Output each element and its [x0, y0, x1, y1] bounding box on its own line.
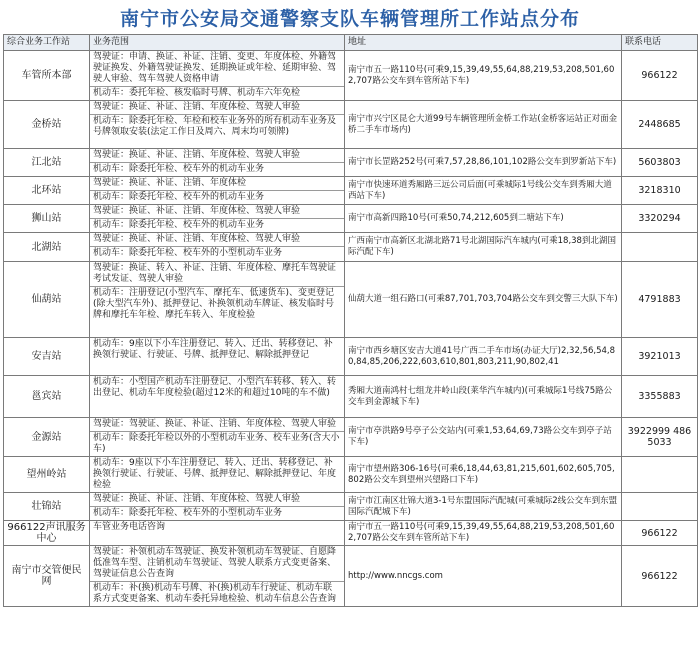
scope-line: 驾驶证：换证、转入、补证、注销、年度体检、摩托车驾驶证考试发证、驾驶人审验 — [90, 262, 344, 287]
table-header-row — [4, 35, 698, 51]
business-scope — [90, 376, 345, 418]
table-row — [4, 418, 698, 457]
scope-line: 驾驶证：补领机动车驾驶证、换发补领机动车驾驶证、自愿降低准驾车型、注销机动车驾驶证、驾驶人联系方式变更备案、驾驶证信息公告查询 — [90, 546, 344, 582]
station-name: 南宁市交管便民网 — [4, 546, 90, 607]
business-scope — [90, 233, 345, 262]
station-address: 仙葫大道一组石路口(可乘87,701,703,704路公交车到交警三大队下车) — [345, 262, 622, 338]
table-row — [4, 51, 698, 101]
station-name: 望州岭站 — [4, 457, 90, 493]
scope-line: 机动车：补(换)机动车号牌、补(换)机动车行驶证、机动车联系方式变更备案、机动车委托异地检验、机动车信息公告查询 — [93, 583, 337, 604]
scope-line: 机动车：除委托年检以外的小型机动车业务、校车业务(含大小车) — [93, 433, 340, 454]
table-row — [4, 233, 698, 262]
scope-line: 驾驶证：换证、补证、注销、年度体检、驾驶人审验 — [90, 205, 344, 219]
station-address: 秀厢大道南鸿村七组龙井岭山段(莱华汽车城内)(可乘城际1号线75路公交车到金源城下车) — [345, 376, 622, 418]
business-scope — [90, 418, 345, 457]
station-name: 仙葫站 — [4, 262, 90, 338]
station-name: 车管所本部 — [4, 51, 90, 101]
station-name: 金桥站 — [4, 101, 90, 149]
station-phone — [622, 457, 698, 493]
scope-line: 驾驶证：换证、补证、注销、年度体检 — [90, 177, 344, 191]
business-scope — [90, 338, 345, 376]
table-row — [4, 101, 698, 149]
station-phone: 3355883 — [622, 376, 698, 418]
station-address: 南宁市兴宁区昆仑大道99号车辆管理所金桥工作站(金桥客运站正对面金桥二手车市场内) — [345, 101, 622, 149]
station-name: 邕宾站 — [4, 376, 90, 418]
station-address: 南宁市长罡路252号(可乘7,57,28,86,101,102路公交车到罗新站下车) — [345, 149, 622, 177]
table-row — [4, 493, 698, 521]
scope-line: 机动车：除委托年检、校车外的机动车业务 — [93, 164, 265, 174]
station-phone: 966122 — [622, 521, 698, 546]
station-phone: 5603803 — [622, 149, 698, 177]
scope-line: 驾驶证：换证、补证、注销、年度体检、驾驶人审验 — [90, 101, 344, 115]
table-row — [4, 376, 698, 418]
business-scope — [90, 177, 345, 205]
table-row — [4, 546, 698, 607]
header-station: 综合业务工作站 — [4, 35, 90, 51]
scope-line: 机动车：9座以下小车注册登记、转入、迁出、转移登记、补换领行驶证、行驶证、号牌、抵押登记、解除抵押登记、年度检验 — [93, 458, 337, 490]
scope-line: 机动车：除委托年检、校车外的机动车业务 — [93, 192, 265, 202]
station-name: 狮山站 — [4, 205, 90, 233]
business-scope — [90, 149, 345, 177]
station-address: 南宁市快速环道秀厢路三远公司后面(可乘城际1号线公交车到秀厢大道西站下车) — [345, 177, 622, 205]
station-phone: 966122 — [622, 51, 698, 101]
station-address: 南宁市五一路110号(可乘9,15,39,49,55,64,88,219,53,208,501,602,707路公交车到车管所站下车) — [345, 51, 622, 101]
scope-line: 机动车：小型国产机动车注册登记、小型汽车转移、转入、转出登记、机动车年度检验(超过12米的和超过10吨的车不做) — [93, 377, 337, 398]
table-body — [4, 51, 698, 607]
table-row — [4, 521, 698, 546]
table-row — [4, 457, 698, 493]
business-scope — [90, 101, 345, 149]
station-address: 南宁市五一路110号(可乘9,15,39,49,55,64,88,219,53,208,501,602,707路公交车到车管所站下车) — [345, 521, 622, 546]
station-phone: 2448685 — [622, 101, 698, 149]
station-name: 江北站 — [4, 149, 90, 177]
station-phone: 3218310 — [622, 177, 698, 205]
station-phone: 3320294 — [622, 205, 698, 233]
business-scope — [90, 205, 345, 233]
scope-line: 机动车：9座以下小车注册登记、转入、迁出、转移登记、补换领行驶证、行驶证、号牌、抵押登记、解除抵押登记 — [93, 339, 333, 360]
table-row — [4, 149, 698, 177]
business-scope — [90, 493, 345, 521]
table-row — [4, 262, 698, 338]
stations-table — [3, 34, 698, 607]
station-phone: 966122 — [622, 546, 698, 607]
header-address: 地址 — [345, 35, 622, 51]
business-scope — [90, 457, 345, 493]
station-phone: 3921013 — [622, 338, 698, 376]
scope-line: 车管业务电话咨询 — [93, 522, 166, 532]
station-address: 南宁市高新四路10号(可乘50,74,212,605到二塘站下车) — [345, 205, 622, 233]
scope-line: 驾驶证：换证、补证、注销、年度体检、驾驶人审验 — [90, 233, 344, 247]
business-scope — [90, 51, 345, 101]
station-name: 北环站 — [4, 177, 90, 205]
station-phone — [622, 233, 698, 262]
station-name: 金源站 — [4, 418, 90, 457]
station-phone: 3922999 4865033 — [622, 418, 698, 457]
business-scope — [90, 546, 345, 607]
scope-line: 机动车：除委托年检、校车外的机动车业务 — [93, 220, 265, 230]
scope-line: 驾驶证：驾驶证、换证、补证、注销、年度体检、驾驶人审验 — [90, 418, 344, 432]
scope-line: 驾驶证：申请、换证、补证、注销、变更、年度体检、外籍驾驶证换发、外籍驾驶证换发、延期换证或年检、延期审验、驾驶人审验、驾车驾驶人资格申请 — [90, 51, 344, 87]
page-title: 南宁市公安局交通警察支队车辆管理所工作站点分布 — [119, 8, 580, 30]
station-address: 南宁市亭洪路9号亭子公交站内(可乘1,53,64,69,73路公交车到亭子站下车) — [345, 418, 622, 457]
scope-line: 机动车：除委托年检、校车外的小型机动车业务 — [93, 248, 283, 258]
scope-line: 机动车：注册登记(小型汽车、摩托车、低速货车)、变更登记(除大型汽车外)、抵押登记、补换领机动车牌证、核发临时号牌和摩托车年检、摩托车转入、年度检验 — [93, 288, 335, 320]
station-address: 南宁市江南区壮锦大道3-1号东盟国际汽配城(可乘城际2线公交车到东盟国际汽配城下车) — [345, 493, 622, 521]
station-phone: 4791883 — [622, 262, 698, 338]
business-scope — [90, 521, 345, 546]
scope-line: 机动车：委托年检、核发临时号牌、机动车六年免检 — [93, 88, 301, 98]
station-name: 安吉站 — [4, 338, 90, 376]
scope-line: 机动车：除委托年检、校车外的小型机动车业务 — [93, 508, 283, 518]
table-row — [4, 205, 698, 233]
table-row — [4, 338, 698, 376]
scope-line: 驾驶证：换证、补证、注销、年度体检、驾驶人审验 — [90, 149, 344, 163]
station-name: 966122声讯服务中心 — [4, 521, 90, 546]
table-row — [4, 177, 698, 205]
header-scope: 业务范围 — [90, 35, 345, 51]
business-scope — [90, 262, 345, 338]
station-address: 南宁市西乡塘区安吉大道41号广西二手车市场(办证大厅)2,32,56,54,80,84,85,206,222,603,610,801,803,211,90,802,41 — [345, 338, 622, 376]
scope-line: 驾驶证：换证、补证、注销、年度体检、驾驶人审验 — [90, 493, 344, 507]
station-name: 壮锦站 — [4, 493, 90, 521]
station-phone — [622, 493, 698, 521]
header-phone: 联系电话 — [622, 35, 698, 51]
station-address[interactable]: http://www.nncgs.com — [345, 546, 622, 607]
station-address: 南宁市望州路306-16号(可乘6,18,44,63,81,215,601,602,605,705,802路公交车到望州兴望路口下车) — [345, 457, 622, 493]
station-name: 北湖站 — [4, 233, 90, 262]
station-address: 广西南宁市高新区北湖北路71号北湖国际汽车城内(可乘18,38到北湖国际汽配下车) — [345, 233, 622, 262]
scope-line: 机动车：除委托年检、年检和校车业务外的所有机动车业务及号牌领取安装(法定工作日及周六、周末均可领牌) — [93, 116, 337, 137]
